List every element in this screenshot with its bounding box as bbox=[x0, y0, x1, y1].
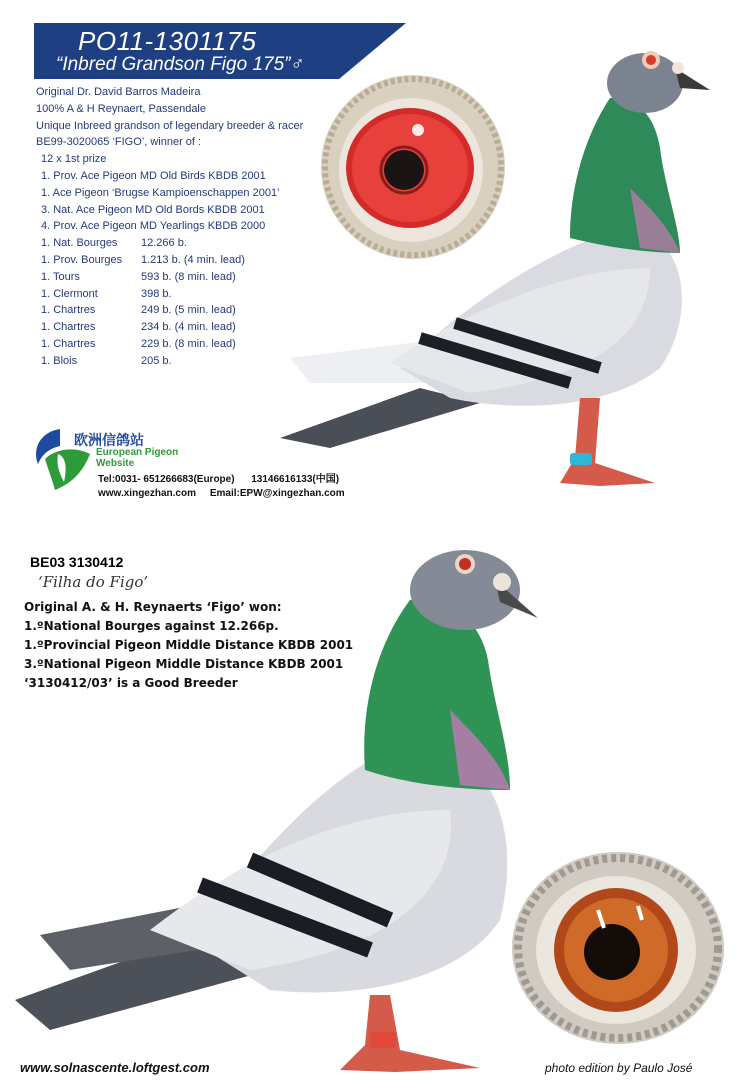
info-line: 1. Prov. Ace Pigeon MD Old Birds KBDB 2001 bbox=[41, 169, 266, 182]
result-place: 1. Clermont bbox=[41, 287, 98, 300]
result-detail: 1.213 b. (4 min. lead) bbox=[141, 253, 245, 266]
result-detail: 229 b. (8 min. lead) bbox=[141, 337, 236, 350]
result-detail: 249 b. (5 min. lead) bbox=[141, 304, 236, 317]
result-detail: 12.266 b. bbox=[141, 237, 187, 250]
logo-chinese-name: 欧洲信鸽站 bbox=[74, 432, 144, 448]
logo-english-name: European Pigeon Website bbox=[96, 447, 179, 469]
pigeon-photo-top bbox=[270, 38, 720, 498]
info-line: 3. Nat. Ace Pigeon MD Old Bords KBDB 2001 bbox=[41, 203, 265, 216]
result-place: 1. Chartres bbox=[41, 321, 96, 334]
bottom-info-line: 1.ºNational Bourges against 12.266p. bbox=[24, 619, 279, 633]
contact-web-email: www.xingezhan.com Email:EPW@xingezhan.com bbox=[98, 488, 345, 499]
bottom-ring-number: BE03 3130412 bbox=[30, 554, 124, 570]
info-line: Original Dr. David Barros Madeira bbox=[36, 86, 201, 98]
website-link[interactable]: www.solnascente.loftgest.com bbox=[20, 1060, 210, 1075]
ring-number-title: PO11-1301175 bbox=[78, 26, 257, 56]
photo-credit: photo edition by Paulo José bbox=[545, 1061, 693, 1075]
info-line: BE99-3020065 ‘FIGO’, winner of : bbox=[36, 136, 202, 149]
bottom-pigeon-name: ‘Filha do Figo’ bbox=[38, 573, 149, 591]
info-line: 1. Ace Pigeon ‘Brugse Kampioenschappen 2001’ bbox=[41, 186, 280, 199]
bottom-info-line: ‘3130412/03’ is a Good Breeder bbox=[24, 676, 238, 690]
info-line: 4. Prov. Ace Pigeon MD Yearlings KBDB 2000 bbox=[41, 220, 266, 233]
result-place: 1. Nat. Bourges bbox=[41, 237, 118, 250]
result-place: 1. Chartres bbox=[41, 337, 96, 350]
result-detail: 593 b. (8 min. lead) bbox=[141, 270, 236, 283]
pigeon-photo-bottom bbox=[10, 540, 550, 1080]
result-place: 1. Blois bbox=[41, 354, 78, 367]
result-detail: 398 b. bbox=[141, 287, 172, 300]
result-place: 1. Chartres bbox=[41, 304, 96, 317]
contact-phone: Tel:0031- 651266683(Europe) 13146616133(中国) bbox=[98, 474, 340, 485]
pigeon-subtitle: “Inbred Grandson Figo 175”♂ bbox=[56, 54, 305, 75]
contact-info bbox=[98, 473, 345, 501]
result-place: 1. Prov. Bourges bbox=[41, 253, 123, 266]
info-line: 12 x 1st prize bbox=[41, 153, 107, 166]
result-place: 1. Tours bbox=[41, 270, 80, 283]
info-line: 100% A & H Reynaert, Passendale bbox=[36, 102, 206, 115]
result-detail: 205 b. bbox=[141, 354, 172, 367]
bottom-info-line: 3.ºNational Pigeon Middle Distance KBDB 2001 bbox=[24, 657, 344, 671]
info-line: Unique Inbreed grandson of legendary breeder & racer bbox=[36, 119, 304, 132]
bottom-info-line: 1.ºProvincial Pigeon Middle Distance KBDB 2001 bbox=[24, 638, 354, 652]
result-detail: 234 b. (4 min. lead) bbox=[141, 321, 236, 334]
orange-eye-photo bbox=[508, 848, 728, 1048]
bottom-info-line: Original A. & H. Reynaerts ‘Figo’ won: bbox=[24, 600, 282, 614]
